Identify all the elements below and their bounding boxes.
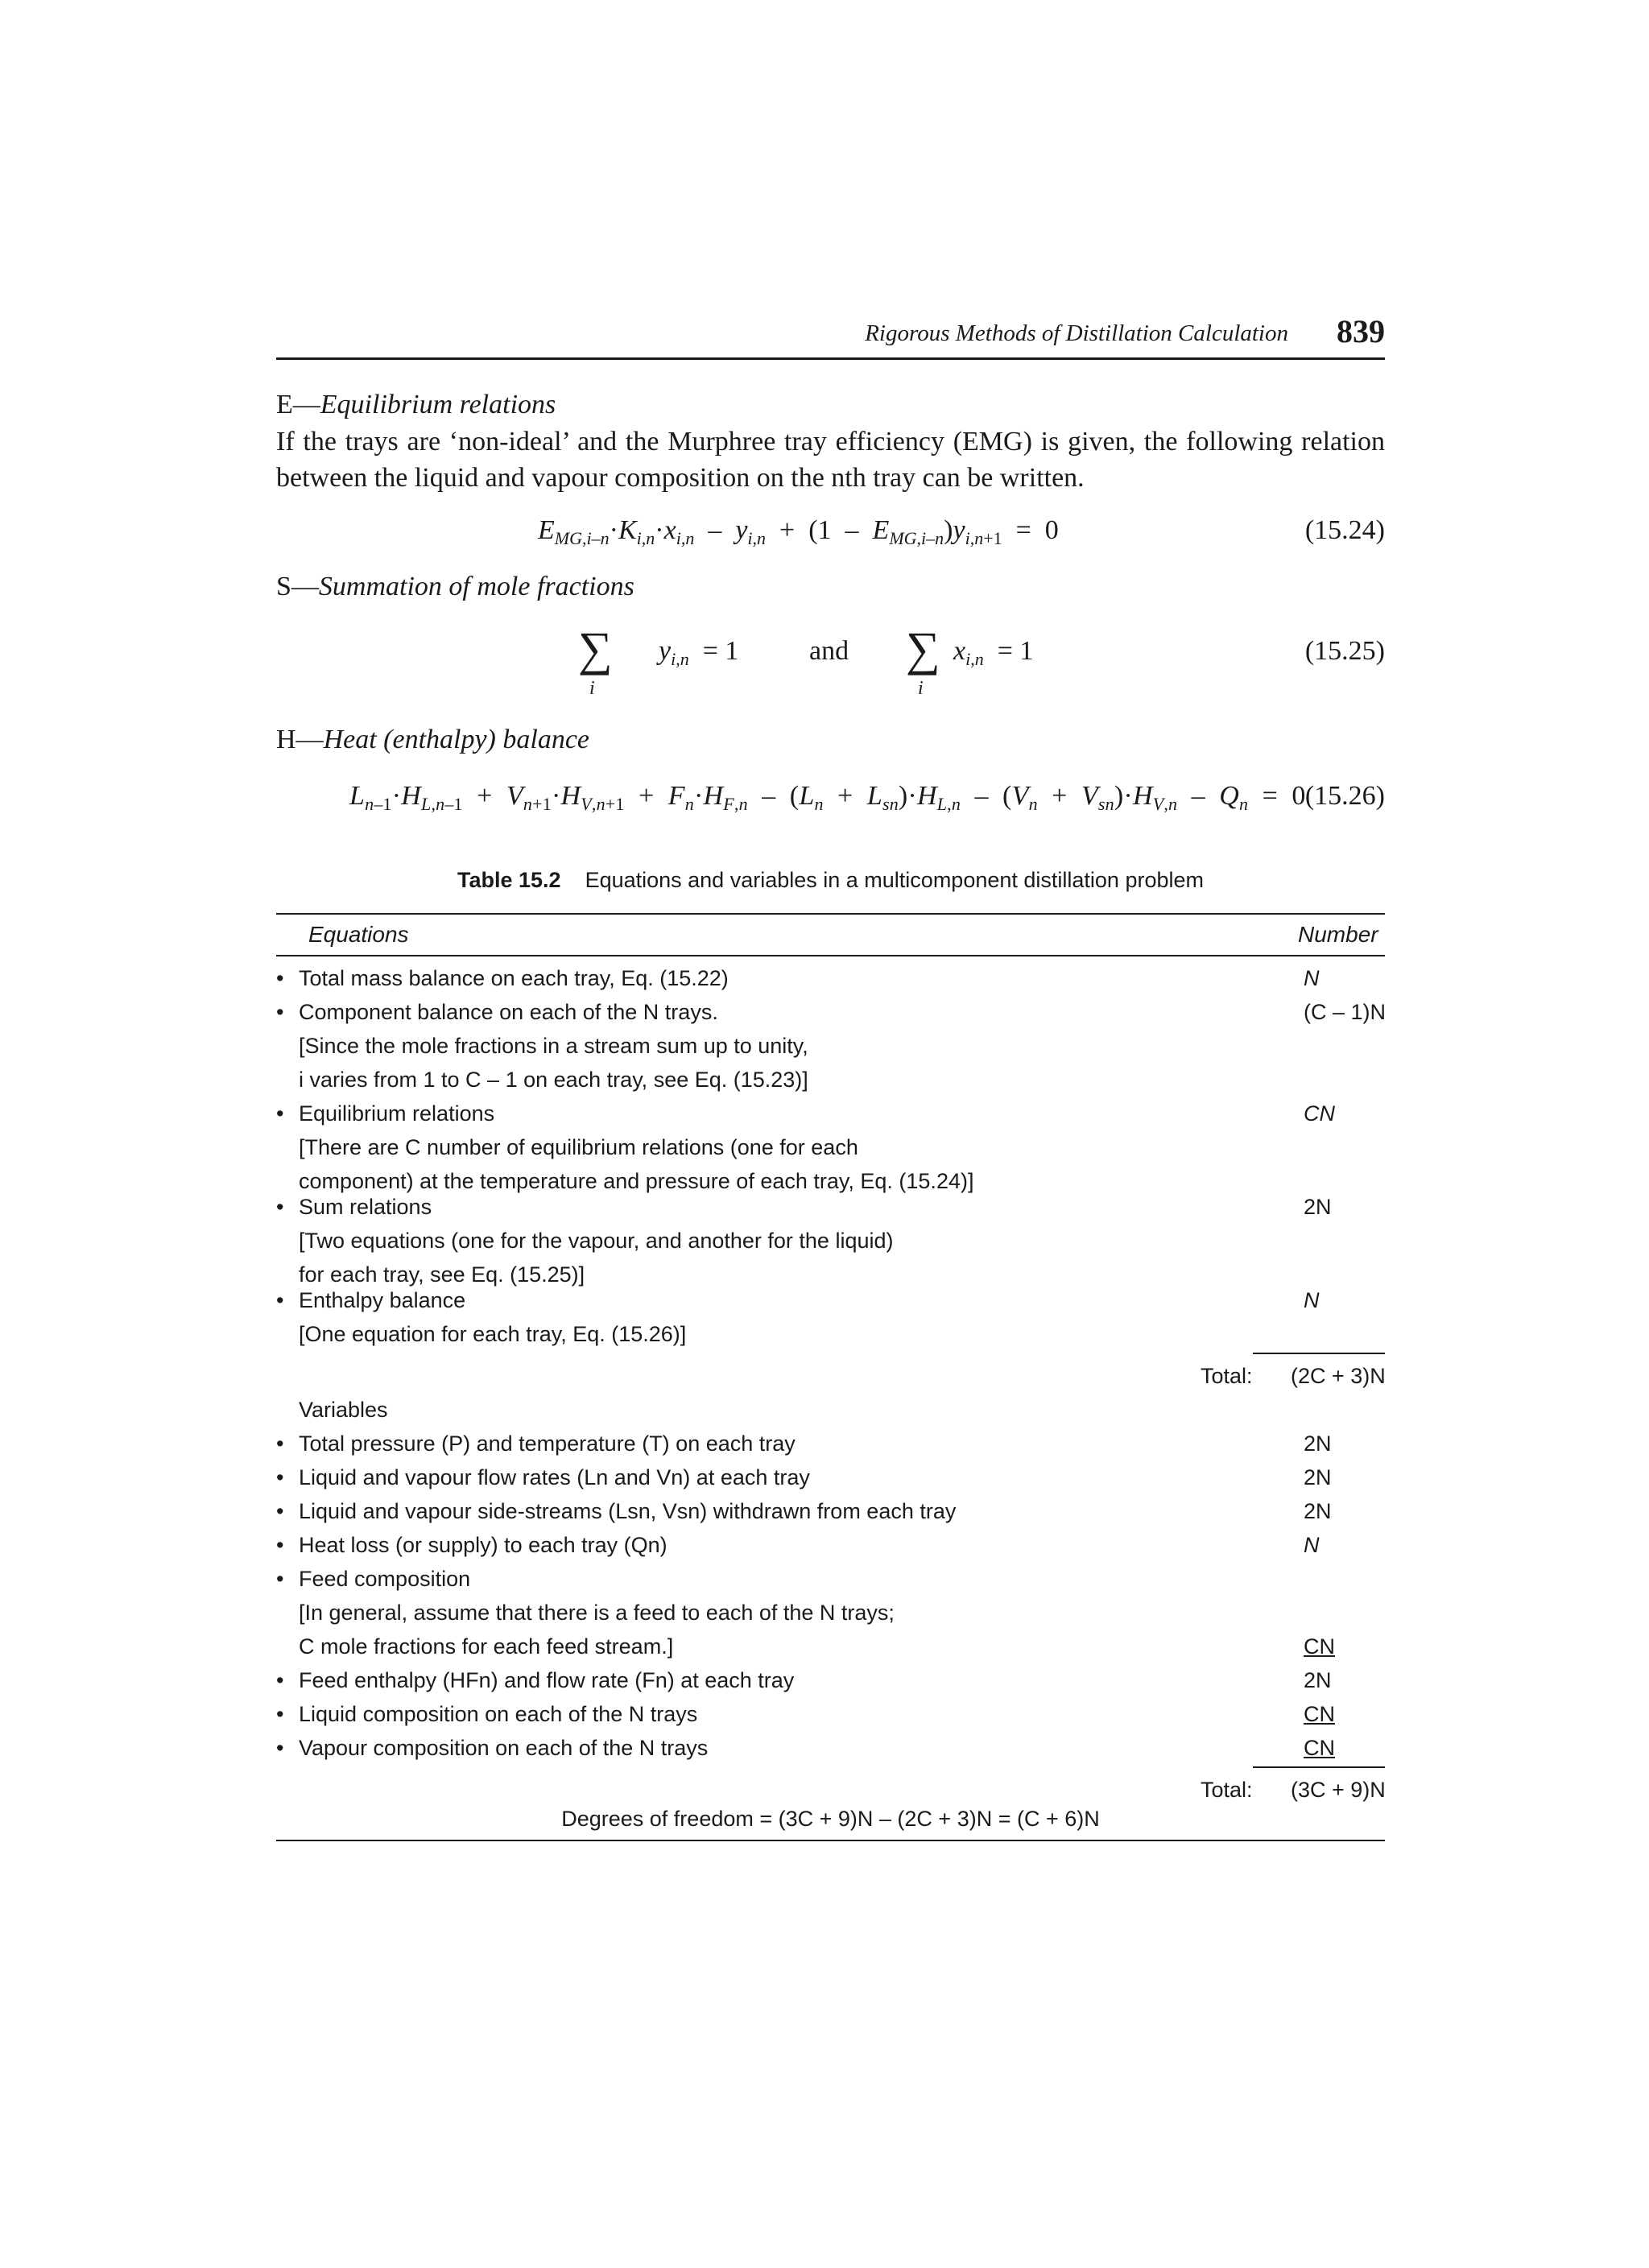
row-number: N [1304, 1533, 1320, 1557]
row-text: Equilibrium relations [299, 1101, 495, 1126]
row-text: Component balance on each of the N trays. [299, 1000, 718, 1024]
table-caption-text: Equations and variables in a multicomponent distillation problem [585, 868, 1204, 892]
sigma-index-x: i [918, 678, 924, 699]
page-number: 839 [1337, 313, 1385, 349]
total-label: Total: [1201, 1364, 1253, 1388]
section-e-heading [276, 390, 556, 420]
section-e-letter: E— [276, 390, 320, 419]
bullet: • [276, 1702, 284, 1726]
section-e-paragraph: If the trays are ‘non-ideal’ and the Murphree tray efficiency (EMG) is given, the following relation between the liquid and vapour composition on the nth tray can be written. [276, 427, 1385, 493]
row-text: Enthalpy balance [299, 1288, 466, 1312]
table-row [276, 1229, 1385, 1262]
eq-number-15-26: (15.26) [1304, 781, 1385, 811]
table-row [276, 966, 1385, 1000]
row-number: CN [1304, 1702, 1335, 1726]
equations-subtotal-rule [1253, 1353, 1385, 1354]
variables-total: (3C + 9)N [1291, 1778, 1386, 1802]
sigma-symbol-x: ∑ [906, 622, 940, 675]
row-text: Total mass balance on each tray, Eq. (15.22) [299, 966, 729, 990]
table-row [276, 1195, 1385, 1229]
table-row [276, 1288, 1385, 1322]
row-text: for each tray, see Eq. (15.25)] [299, 1262, 585, 1287]
table-row [276, 1668, 1385, 1702]
bullet: • [276, 966, 284, 990]
col-header-equations: Equations [308, 922, 409, 947]
sigma-index-y: i [589, 678, 595, 699]
bullet: • [276, 1431, 284, 1456]
sum-x-expression: $x_{i,n} = 1$ [953, 636, 1034, 669]
row-number: N [1304, 1288, 1320, 1312]
equations-total: (2C + 3)N [1291, 1364, 1386, 1388]
row-text: Liquid and vapour side-streams (Lsn, Vsn) withdrawn from each tray [299, 1499, 957, 1523]
and-word: and [809, 636, 849, 666]
total-label: Total: [1201, 1778, 1253, 1802]
bullet: • [276, 1288, 284, 1312]
row-number: (C – 1)N [1304, 1000, 1387, 1024]
table-header-rule [276, 955, 1385, 956]
variables-heading-row [276, 1398, 1385, 1431]
row-text: Feed enthalpy (HFn) and flow rate (Fn) at each tray [299, 1668, 795, 1692]
table-row [276, 1135, 1385, 1169]
table-row [276, 1702, 1385, 1736]
row-text: [Since the mole fractions in a stream sum up to unity, [299, 1034, 808, 1058]
row-number: CN [1304, 1736, 1335, 1760]
table-row [276, 1634, 1385, 1668]
table-label: Table 15.2 [457, 868, 561, 892]
section-s-heading [276, 572, 634, 602]
row-text: Liquid composition on each of the N trays [299, 1702, 698, 1726]
bullet: • [276, 1195, 284, 1219]
table-top-rule [276, 913, 1385, 915]
table-row [276, 1567, 1385, 1601]
bullet: • [276, 1668, 284, 1692]
table-row [276, 1431, 1385, 1465]
row-number: CN [1304, 1101, 1335, 1126]
row-text: Heat loss (or supply) to each tray (Qn) [299, 1533, 667, 1557]
bullet: • [276, 1736, 284, 1760]
row-number: 2N [1304, 1499, 1332, 1523]
bullet: • [276, 1101, 284, 1126]
table-row [276, 1034, 1385, 1068]
section-e-title: Equilibrium relations [320, 390, 556, 419]
row-text: component) at the temperature and pressure of each tray, Eq. (15.24)] [299, 1169, 974, 1193]
table-bottom-rule [276, 1840, 1385, 1841]
equations-total-row [276, 1364, 1385, 1398]
header-rule [276, 357, 1385, 360]
eq-number-15-25: (15.25) [1304, 636, 1385, 666]
row-number: N [1304, 966, 1320, 990]
row-text: Feed composition [299, 1567, 471, 1591]
bullet: • [276, 1000, 284, 1024]
row-text: i varies from 1 to C – 1 on each tray, see Eq. (15.23)] [299, 1068, 808, 1092]
equation-15-26: $L_{n-1}\cdot H_{L,n-1} + V_{n+1}\cdot H_{V,n+1} + F_n\cdot H_{F,n} - (L_n + L_{sn})\cdot H_{L,n} - (V_n + V_{sn})\cdot H_{V,n} - Q_n = 0$ [349, 781, 1306, 814]
bullet: • [276, 1567, 284, 1591]
col-header-number: Number [1298, 922, 1378, 947]
row-number: 2N [1304, 1465, 1332, 1489]
row-text: [Two equations (one for the vapour, and another for the liquid) [299, 1229, 894, 1253]
table-row [276, 1465, 1385, 1499]
table-row [276, 1322, 1385, 1356]
row-number: CN [1304, 1634, 1335, 1659]
row-text: Vapour composition on each of the N trays [299, 1736, 709, 1760]
table-caption [276, 868, 1385, 893]
row-text: Sum relations [299, 1195, 432, 1219]
running-title: Rigorous Methods of Distillation Calculation [865, 320, 1288, 346]
table-row [276, 1601, 1385, 1634]
table-row [276, 1101, 1385, 1135]
sigma-symbol-y: ∑ [578, 622, 613, 675]
section-h-title: Heat (enthalpy) balance [323, 725, 589, 754]
sum-y-expression: $y_{i,n} = 1$ [659, 636, 739, 669]
row-text: Total pressure (P) and temperature (T) on each tray [299, 1431, 796, 1456]
degrees-of-freedom: Degrees of freedom = (3C + 9)N – (2C + 3)N = (C + 6)N [561, 1807, 1100, 1831]
row-number: 2N [1304, 1668, 1332, 1692]
row-text: [There are C number of equilibrium relations (one for each [299, 1135, 858, 1159]
row-number: 2N [1304, 1195, 1332, 1219]
row-text: Liquid and vapour flow rates (Ln and Vn) at each tray [299, 1465, 810, 1489]
row-text: [In general, assume that there is a feed to each of the N trays; [299, 1601, 895, 1625]
section-h-heading [276, 725, 589, 755]
section-s-letter: S— [276, 572, 319, 601]
variables-heading: Variables [299, 1398, 388, 1422]
variables-subtotal-rule [1253, 1766, 1385, 1768]
section-s-title: Summation of mole fractions [318, 572, 634, 601]
bullet: • [276, 1533, 284, 1557]
table-row [276, 1499, 1385, 1533]
bullet: • [276, 1465, 284, 1489]
row-text: C mole fractions for each feed stream.] [299, 1634, 674, 1659]
section-h-letter: H— [276, 725, 324, 754]
bullet: • [276, 1499, 284, 1523]
equation-15-24: $E_{MG,i-n}\cdot K_{i,n}\cdot x_{i,n} - y_{i,n} + (1 - E_{MG,i-n})y_{i,n+1} = 0$ [538, 515, 1059, 548]
table-row [276, 1736, 1385, 1770]
table-row [276, 1068, 1385, 1101]
table-row [276, 1533, 1385, 1567]
eq-number-15-24: (15.24) [1304, 515, 1385, 545]
table-row [276, 1000, 1385, 1034]
row-number: 2N [1304, 1431, 1332, 1456]
row-text: [One equation for each tray, Eq. (15.26)] [299, 1322, 687, 1346]
